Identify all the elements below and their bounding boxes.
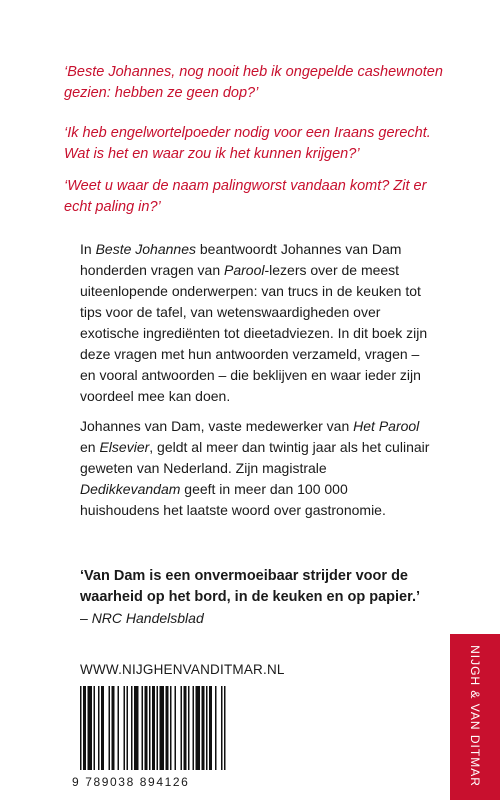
p1-text: beantwoordt Johannes van Dam honderden vragen van xyxy=(80,241,402,278)
elsevier-italic: Elsevier xyxy=(99,439,150,455)
reader-question-palingworst: ‘Weet u waar de naam palingworst vandaan komt? Zit er echt paling in?’ xyxy=(64,178,427,215)
barcode-bar xyxy=(170,686,172,770)
barcode-bar xyxy=(181,686,183,770)
barcode-bar xyxy=(127,686,129,770)
barcode-bar xyxy=(166,686,169,770)
barcode-bar xyxy=(88,686,93,770)
barcode-bar xyxy=(175,686,177,770)
review-quote: ‘Van Dam is een onvermoeibaar strijder voor de waarheid op het bord, in de keuken en op papier.’ xyxy=(80,568,421,605)
het-parool-italic: Het Parool xyxy=(353,418,420,434)
barcode-bar xyxy=(160,686,165,770)
barcode-bar xyxy=(188,686,190,770)
barcode-bars xyxy=(72,682,232,774)
barcode-bar xyxy=(80,686,82,770)
barcode-bar xyxy=(202,686,205,770)
barcode-bar xyxy=(149,686,151,770)
p2-text: geeft in meer dan 100 000 huishoudens het laatste woord over gastronomie. xyxy=(80,481,386,518)
description-paragraph-2 xyxy=(80,416,430,521)
barcode-bar xyxy=(134,686,139,770)
barcode-bar xyxy=(94,686,96,770)
description-paragraph-1 xyxy=(80,239,430,407)
barcode-bar xyxy=(193,686,195,770)
barcode-bar xyxy=(206,686,208,770)
review-source xyxy=(80,608,204,629)
p2-text: en xyxy=(80,439,100,455)
barcode-bar xyxy=(142,686,144,770)
barcode-bar xyxy=(215,686,217,770)
barcode-bar xyxy=(152,686,155,770)
book-title-italic: Beste Johannes xyxy=(95,241,196,257)
barcode-bar xyxy=(196,686,201,770)
barcode-bar xyxy=(145,686,148,770)
barcode-bar xyxy=(184,686,187,770)
reader-question-engelwortel: ‘Ik heb engelwortelpoeder nodig voor een Iraans gerecht. Wat is het en waar zou ik het kunnen krijgen?’ xyxy=(64,125,431,162)
dedikkevandam-italic: Dedikkevandam xyxy=(80,481,181,497)
barcode-bar xyxy=(224,686,226,770)
barcode-bar xyxy=(112,686,115,770)
barcode-bar xyxy=(98,686,100,770)
p2-text: , geldt al meer dan twintig jaar als het culinair geweten van Nederland. Zijn magistrale xyxy=(80,439,430,476)
publisher-website[interactable]: WWW.NIJGHENVANDITMAR.NL xyxy=(80,662,285,677)
barcode-bar xyxy=(157,686,159,770)
barcode-bar xyxy=(131,686,133,770)
p1-text: In xyxy=(80,241,96,257)
barcode-bar xyxy=(83,686,86,770)
barcode-bar xyxy=(109,686,111,770)
barcode-bar xyxy=(118,686,120,770)
isbn-number: 9 789038 894126 xyxy=(72,775,190,789)
publisher-spine-label: NIJGH & VAN DITMAR xyxy=(468,645,482,787)
barcode-bar xyxy=(209,686,212,770)
review-source-name: NRC Handelsblad xyxy=(91,610,204,626)
barcode-bar xyxy=(221,686,223,770)
reader-question-cashew: ‘Beste Johannes, nog nooit heb ik ongepelde cashewnoten gezien: hebben ze geen dop?’ xyxy=(64,64,443,101)
barcode-bar xyxy=(124,686,126,770)
p2-text: Johannes van Dam, vaste medewerker van xyxy=(80,418,354,434)
parool-italic: Parool xyxy=(224,262,265,278)
review-dash: – xyxy=(80,610,92,626)
p1-text: -lezers over de meest uiteenlopende onderwerpen: van trucs in de keuken tot tips voor de tafel, van wetenswaardigheden over exotische ingrediënten tot dieetadviezen. In dit boek zijn deze vragen met hun antwoorden verzameld, vragen – en vooral antwoorden – die beklijven en waar ieder zijn voordeel mee kan doen. xyxy=(80,262,428,404)
barcode-bar xyxy=(101,686,104,770)
